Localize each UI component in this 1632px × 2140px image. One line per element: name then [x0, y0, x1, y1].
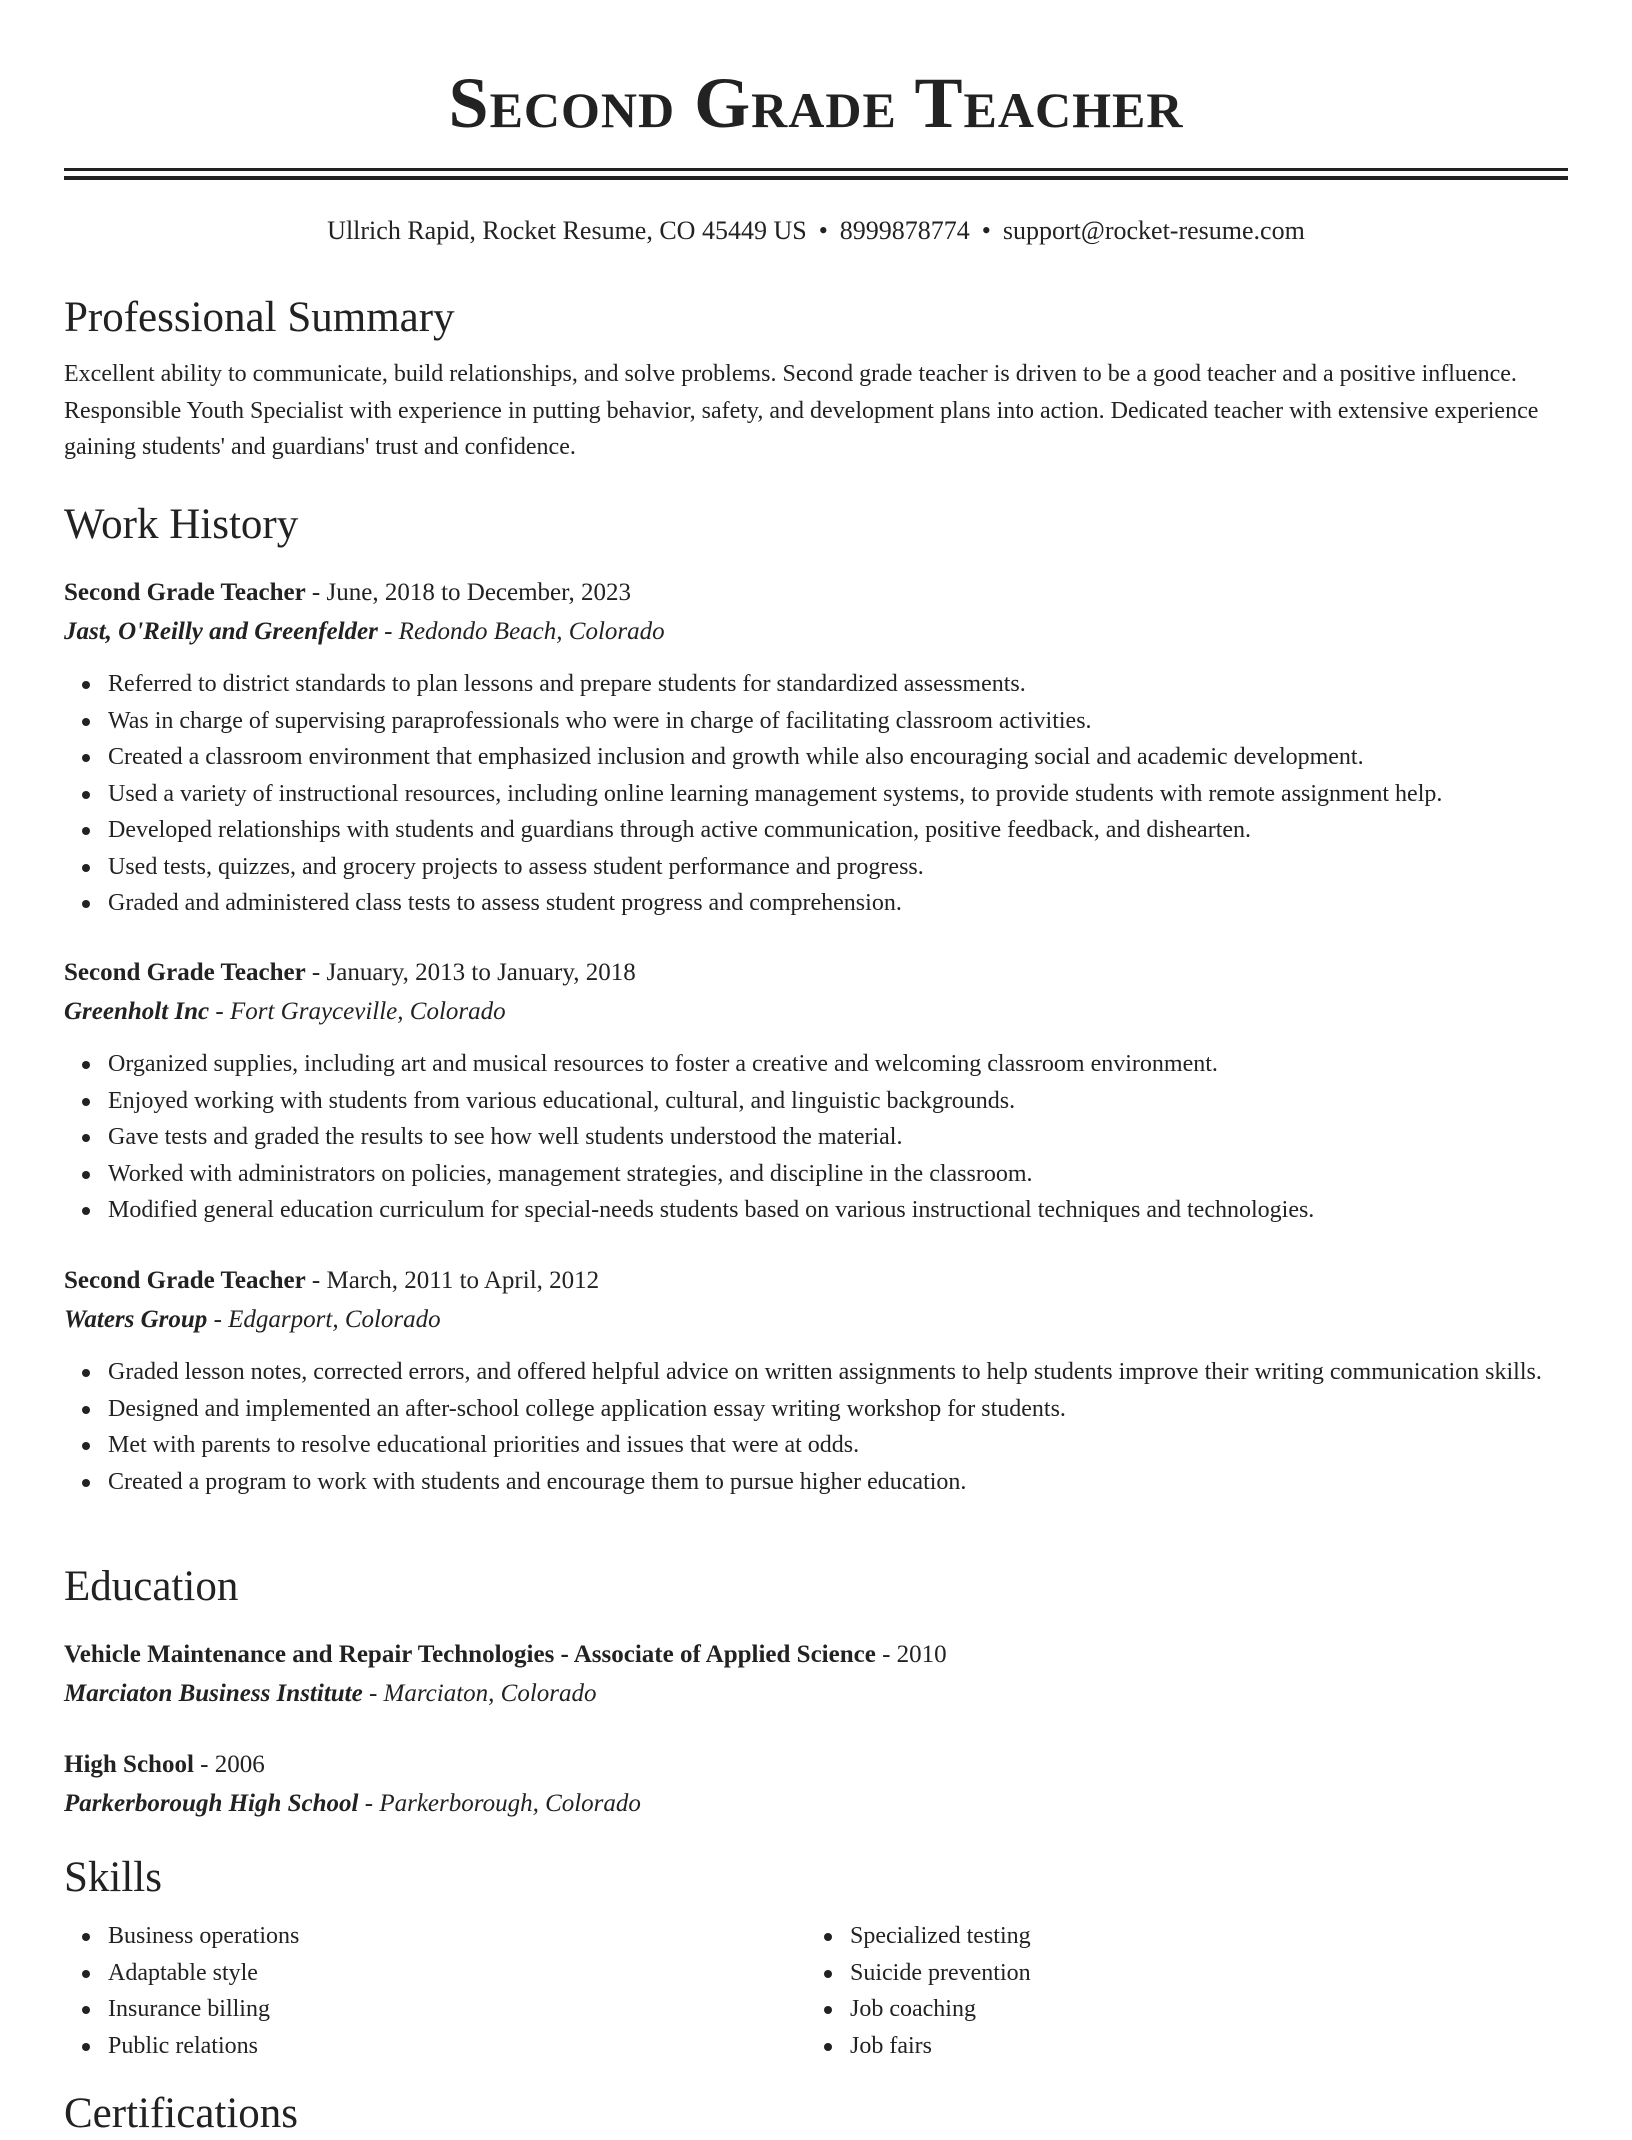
job-employer-line: [64, 612, 1568, 652]
skill-item: Job fairs: [850, 2028, 1506, 2065]
education-year: - 2010: [875, 1641, 947, 1668]
job-title: Second Grade Teacher: [64, 1267, 306, 1294]
summary-section: [64, 292, 1568, 466]
section-title-certifications: Certifications: [64, 2090, 299, 2137]
list-item: Organized supplies, including art and musical resources to foster a creative and welcoming classroom environment.: [108, 1046, 1568, 1083]
job-title-line: [64, 574, 1568, 612]
education-location: - Parkerborough, Colorado: [358, 1790, 641, 1817]
skill-item: Job coaching: [850, 1991, 1506, 2028]
list-item: Used a variety of instructional resources, including online learning management systems, to provide students with remote assignment help.: [108, 776, 1568, 813]
job-dates: - January, 2013 to January, 2018: [305, 959, 636, 986]
skills-section: [64, 1852, 1568, 2072]
job-title: Second Grade Teacher: [64, 959, 306, 986]
list-item: Used tests, quizzes, and grocery projects to assess student performance and progress.: [108, 849, 1568, 886]
skill-item: Specialized testing: [850, 1918, 1506, 1955]
bullet-separator: •: [981, 216, 991, 245]
job-dates: - June, 2018 to December, 2023: [305, 579, 631, 606]
list-item: Created a program to work with students and encourage them to pursue higher education.: [108, 1464, 1568, 1501]
contact-phone: 8999878774: [839, 216, 970, 245]
section-title-summary: Professional Summary: [64, 294, 455, 341]
job-duties-list: [64, 666, 1568, 922]
education-school-line: [64, 1674, 1568, 1714]
job-location: - Redondo Beach, Colorado: [377, 618, 665, 645]
skills-list: [64, 1918, 764, 2064]
job-entry: [64, 1262, 1568, 1500]
job-entry: [64, 574, 1568, 922]
section-title-education: Education: [64, 1563, 239, 1610]
job-location: - Edgarport, Colorado: [207, 1306, 441, 1333]
list-item: Developed relationships with students and guardians through active communication, positive feedback, and dishearten.: [108, 812, 1568, 849]
job-entry: [64, 954, 1568, 1229]
education-year: - 2006: [193, 1751, 265, 1778]
resume-page: [64, 0, 1568, 2137]
list-item: Graded and administered class tests to assess student progress and comprehension.: [108, 885, 1568, 922]
job-dates: - March, 2011 to April, 2012: [305, 1267, 600, 1294]
work-history-section: [64, 499, 1568, 551]
list-item: Graded lesson notes, corrected errors, and offered helpful advice on written assignments to help students improve their writing communication skills.: [108, 1354, 1568, 1391]
header-divider-thick: [64, 168, 1568, 171]
education-degree-line: [64, 1746, 1568, 1784]
list-item: Modified general education curriculum for special-needs students based on various instructional techniques and technologies.: [108, 1192, 1568, 1229]
education-section: [64, 1561, 1568, 1613]
job-title: Second Grade Teacher: [64, 579, 306, 606]
list-item: Worked with administrators on policies, management strategies, and discipline in the classroom.: [108, 1156, 1568, 1193]
bullet-separator: •: [818, 216, 828, 245]
education-degree-line: [64, 1636, 1568, 1674]
job-company: Waters Group: [64, 1306, 208, 1333]
skill-item: Public relations: [108, 2028, 764, 2065]
list-item: Designed and implemented an after-school college application essay writing workshop for students.: [108, 1391, 1568, 1428]
header-divider-thin: [64, 176, 1568, 180]
contact-email: support@rocket-resume.com: [1002, 216, 1305, 245]
list-item: Met with parents to resolve educational priorities and issues that were at odds.: [108, 1427, 1568, 1464]
education-entry: [64, 1746, 1568, 1824]
section-title-work-history: Work History: [64, 501, 299, 548]
job-employer-line: [64, 1300, 1568, 1340]
skill-item: Insurance billing: [108, 1991, 764, 2028]
education-school: Marciaton Business Institute: [64, 1680, 363, 1707]
job-title-line: [64, 1262, 1568, 1300]
job-company: Jast, O'Reilly and Greenfelder: [64, 618, 378, 645]
education-school: Parkerborough High School: [64, 1790, 359, 1817]
contact-address: Ullrich Rapid, Rocket Resume, CO 45449 US: [327, 216, 807, 245]
job-duties-list: [64, 1354, 1568, 1500]
list-item: Enjoyed working with students from various educational, cultural, and linguistic backgrounds.: [108, 1083, 1568, 1120]
skill-item: Business operations: [108, 1918, 764, 1955]
education-location: - Marciaton, Colorado: [362, 1680, 597, 1707]
job-duties-list: [64, 1046, 1568, 1229]
skills-column-right: [806, 1918, 1506, 2064]
education-degree: Vehicle Maintenance and Repair Technologies - Associate of Applied Science: [64, 1641, 876, 1668]
skills-column-left: [64, 1918, 764, 2064]
skill-item: Adaptable style: [108, 1955, 764, 1992]
summary-text: Excellent ability to communicate, build relationships, and solve problems. Second grade teacher is driven to be a good teacher and a positive influence. Responsible Youth Specialist with experience in putting behavior, safety, and development plans into action. Dedicated teacher with extensive experience gaining students' and guardians' trust and confidence.: [64, 361, 1539, 460]
list-item: Gave tests and graded the results to see how well students understood the material.: [108, 1119, 1568, 1156]
section-title-skills: Skills: [64, 1854, 162, 1901]
skill-item: Suicide prevention: [850, 1955, 1506, 1992]
list-item: Created a classroom environment that emphasized inclusion and growth while also encouraging social and academic development.: [108, 739, 1568, 776]
contact-line: [64, 214, 1568, 248]
resume-name: Second Grade Teacher: [448, 63, 1184, 143]
education-school-line: [64, 1784, 1568, 1824]
list-item: Was in charge of supervising paraprofessionals who were in charge of facilitating classroom activities.: [108, 703, 1568, 740]
education-entry: [64, 1636, 1568, 1714]
job-location: - Fort Grayceville, Colorado: [209, 998, 506, 1025]
job-title-line: [64, 954, 1568, 992]
list-item: Referred to district standards to plan lessons and prepare students for standardized assessments.: [108, 666, 1568, 703]
job-company: Greenholt Inc: [64, 998, 210, 1025]
education-degree: High School: [64, 1751, 194, 1778]
skills-list: [806, 1918, 1506, 2064]
job-employer-line: [64, 992, 1568, 1032]
